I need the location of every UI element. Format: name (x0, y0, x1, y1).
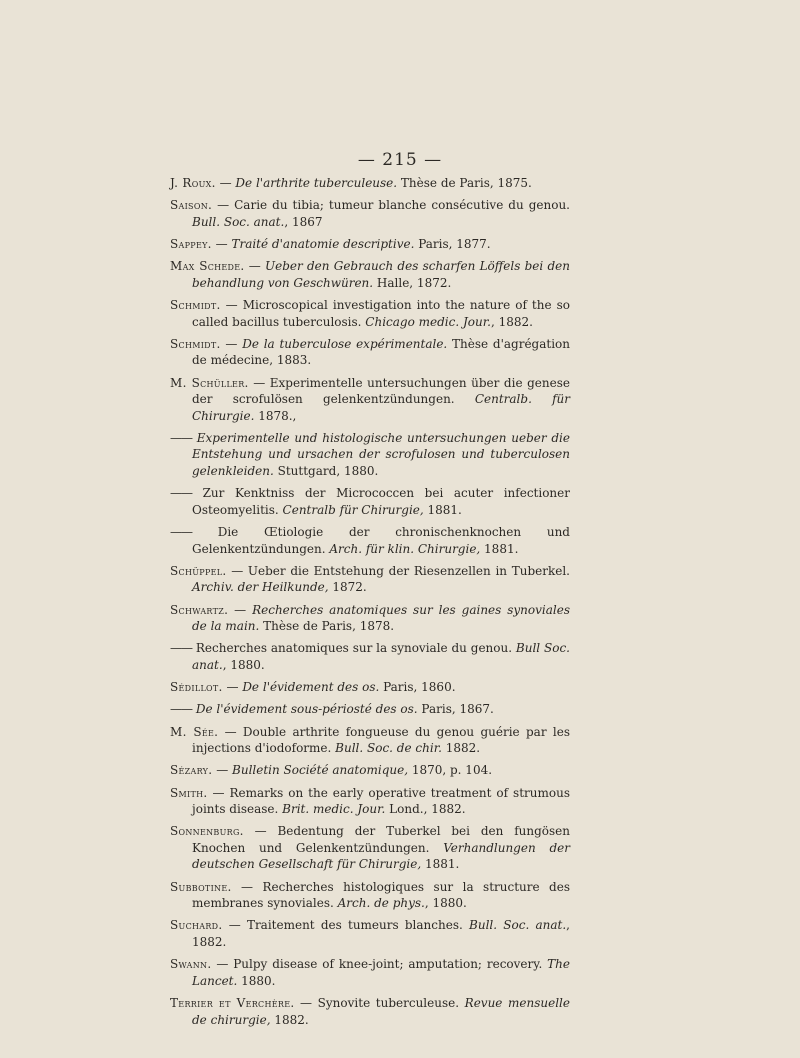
entry-author: Suchard. (170, 918, 223, 933)
bibliography-entry (170, 762, 570, 779)
entry-text: — (244, 259, 266, 274)
entry-author: Smith. (170, 785, 208, 800)
entry-text: — (211, 236, 232, 251)
entry-title: The Lancet. (192, 957, 570, 988)
entry-text: — Bedentung der Tuberkel bei den fungösen Knochen und Gelenkentzündungen. (192, 824, 570, 855)
entry-text: 1880. (237, 973, 276, 988)
entry-text: Lond., 1882. (385, 802, 466, 817)
bibliography-entry (170, 336, 570, 369)
bibliography-entry (170, 679, 570, 696)
entry-author: Subbotine. (170, 879, 232, 894)
entry-text: Halle, 1872. (373, 275, 452, 290)
entry-text: Paris, 1877. (414, 236, 491, 251)
ditto-dash: —— (170, 486, 192, 501)
bibliography-entry (170, 785, 570, 818)
entry-text: — Experimentelle untersuchungen über die genese der scrofulösen gelenkentzündungen. (192, 375, 570, 407)
entry-text: — (222, 680, 243, 695)
entry-author: Terrier et Verchère. (170, 996, 295, 1010)
entry-author: Sédillot. (170, 680, 223, 695)
bibliography-entry (170, 956, 570, 989)
bibliography-entry (170, 701, 570, 718)
entry-text: 1882. (441, 741, 481, 756)
entry-text: — Pulpy disease of knee-joint; amputation; recovery. (211, 957, 548, 972)
entry-text: — (220, 336, 243, 351)
entry-title: Arch. de phys. (337, 896, 425, 911)
entry-text: , 1880. (222, 657, 265, 672)
bibliography-entry (170, 375, 570, 425)
entry-text: — Remarks on the early operative treatment of strumous joints disease. (192, 785, 570, 817)
bibliography-entry (170, 258, 570, 291)
bibliography-entry (170, 563, 570, 596)
entry-text: 1878., (254, 408, 297, 423)
entry-author: Sézary. (170, 763, 213, 778)
entry-text: 1882. (270, 1012, 309, 1027)
entry-author: Swann. (170, 957, 212, 972)
entry-author: Schwartz. (170, 602, 229, 617)
entry-text: Stuttgard, 1880. (273, 464, 379, 479)
entry-text: Thèse d'agrégation de médecine, 1883. (192, 336, 570, 368)
entry-title: Bull Soc. anat. (192, 641, 570, 672)
ditto-dash: —— (170, 525, 192, 540)
bibliography-entry (170, 430, 570, 480)
entry-text: — (215, 176, 236, 190)
entry-text: , 1882. (192, 918, 570, 950)
bibliography-entry (170, 175, 570, 192)
entry-title: Bull. Soc. anat. (192, 214, 285, 229)
entry-text: , 1882. (491, 314, 533, 329)
entry-text: Paris, 1867. (417, 702, 494, 717)
entry-author: M. Schüller. (170, 375, 249, 390)
entry-title: Revue mensuelle de chirurgie, (192, 996, 570, 1027)
entry-text: , 1880. (424, 896, 467, 911)
bibliography-entry (170, 640, 570, 673)
bibliography-entry (170, 297, 570, 330)
entry-text: — Synovite tuberculeuse. (294, 996, 465, 1010)
bibliography-entry (170, 917, 570, 950)
entry-author: J. Roux. (170, 176, 216, 190)
entry-author: Schüppel. (170, 563, 227, 578)
entry-text: — Double arthrite fongueuse du genou guérie par les injections d'iodoforme. (192, 724, 570, 756)
entry-text: 1881. (423, 502, 462, 517)
ditto-dash: —— (170, 641, 192, 656)
bibliography-entry (170, 197, 570, 230)
entry-text: Recherches anatomiques sur la synoviale du genou. (192, 641, 516, 656)
entry-text: Paris, 1860. (379, 680, 456, 695)
bibliography-entry (170, 236, 570, 253)
entry-text: — Microscopical investigation into the nature of the so called bacillus tuberculosis. (192, 297, 570, 329)
entry-text: Zur Kenktniss der Micrococcen bei acuter infectioner Osteomyelitis. (192, 486, 570, 517)
entry-title: Traité d'anatomie descriptive. (231, 236, 415, 251)
entry-text: — (212, 763, 233, 778)
entry-title: Arch. für klin. Chirurgie, (329, 541, 481, 556)
entry-title: De l'évidement sous-périosté des os. (195, 702, 418, 717)
entry-title: Bull. Soc. anat. (469, 918, 567, 933)
entry-text: — Ueber die Entstehung der Riesenzellen in Tuberkel. (226, 563, 570, 578)
entry-author: Max Schede. (170, 259, 245, 274)
entry-title: De l'évidement des os. (242, 680, 380, 695)
entry-author: Saison. (170, 198, 213, 213)
entry-title: Recherches anatomiques sur les gaines synoviales de la main. (192, 602, 570, 634)
bibliography-entry (170, 524, 570, 557)
bibliography-entry (170, 879, 570, 912)
entry-author: Schmidt. (170, 297, 221, 312)
entry-title: Chicago medic. Jour. (365, 314, 491, 329)
bibliography-entry (170, 485, 570, 518)
entry-author: M. Sée. (170, 724, 219, 739)
entry-text: Thèse de Paris, 1875. (397, 176, 532, 190)
entry-text: — Recherches histologiques sur la structure des membranes synoviales. (192, 879, 570, 911)
bibliography-entry (170, 995, 570, 1028)
bibliography-entry (170, 724, 570, 757)
entry-text: 1881. (421, 857, 460, 872)
ditto-dash: —— (170, 430, 192, 445)
entry-text: — (228, 602, 253, 617)
bibliography-entry (170, 602, 570, 635)
entry-text: 1881. (480, 541, 519, 556)
entry-title: Verhandlungen der deutschen Gesellschaft für Chirurgie, (192, 840, 570, 872)
entry-text: Thèse de Paris, 1878. (259, 619, 395, 634)
entry-title: Centralb für Chirurgie, (282, 502, 424, 517)
entry-title: Centralb. für Chirurgie. (192, 392, 570, 423)
entry-author: Sonnenburg. (170, 824, 244, 839)
entry-text: , 1867 (284, 214, 323, 229)
entry-title: Experimentelle und histologische untersuchungen ueber die Entstehung und ursachen der scrofulosen und tuberculosen gelenkleiden. (192, 430, 570, 479)
bibliography-list (170, 175, 570, 1034)
ditto-dash: —— (170, 702, 192, 717)
entry-text: — Traitement des tumeurs blanches. (222, 918, 470, 933)
entry-title: Bull. Soc. de chir. (335, 741, 442, 756)
entry-title: De l'arthrite tuberculeuse. (235, 176, 398, 190)
entry-text: 1872. (328, 580, 367, 595)
page-number: — 215 — (357, 150, 443, 170)
entry-text: — Carie du tibia; tumeur blanche consécutive du genou. (212, 198, 570, 213)
bibliography-entry (170, 823, 570, 873)
entry-title: Bulletin Société anatomique, (232, 763, 409, 778)
entry-title: Archiv. der Heilkunde, (192, 580, 329, 595)
entry-text: 1870, p. 104. (408, 763, 493, 778)
entry-title: Ueber den Gebrauch des scharfen Löffels bei den behandlung von Geschwüren. (192, 259, 570, 290)
entry-text: Die Œtiologie der chronischenknochen und Gelenkentzündungen. (192, 525, 570, 556)
entry-title: De la tuberculose expérimentale. (242, 336, 448, 351)
entry-author: Sappey. (170, 236, 212, 251)
entry-title: Brit. medic. Jour. (282, 802, 386, 817)
entry-author: Schmidt. (170, 336, 221, 351)
